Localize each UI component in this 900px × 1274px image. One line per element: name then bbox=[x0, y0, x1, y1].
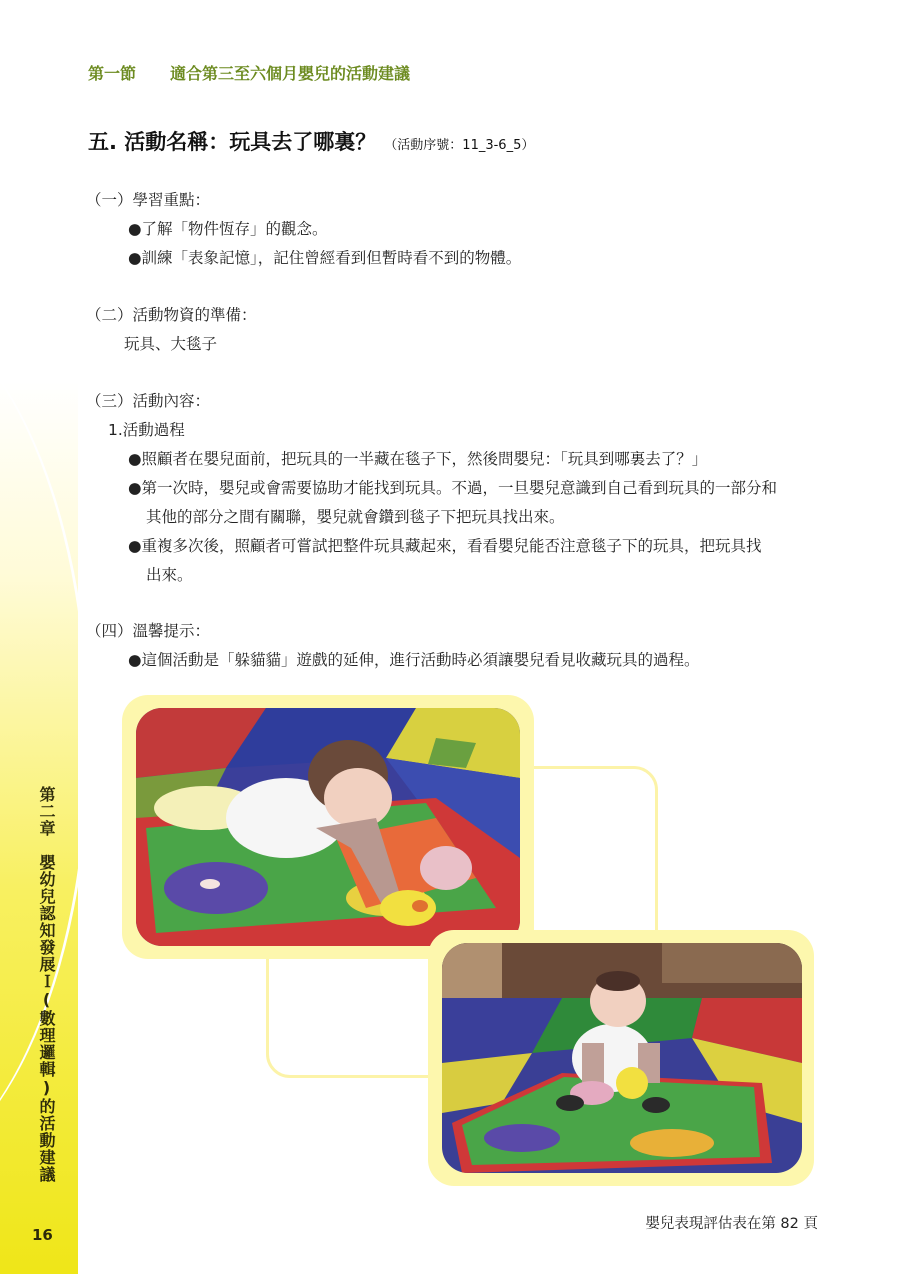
activity-title bbox=[88, 126, 534, 156]
list-item: ●訓練「表象記憶」，記住曾經看到但暫時看不到的物體。 bbox=[128, 249, 522, 267]
list-item: ●第一次時，嬰兒或會需要協助才能找到玩具。不過，一旦嬰兒意識到自己看到玩具的一部分和 其他的部分之間有關聯，嬰兒就會鑽到毯子下把玩具找出來。 bbox=[128, 479, 778, 526]
learning-heading: （一）學習重點： bbox=[86, 191, 211, 209]
tips-section bbox=[86, 617, 700, 675]
chapter-title-vertical: 第二章 嬰幼兒認知發展Ｉ(數理邏輯)的活動建議 bbox=[37, 786, 56, 1183]
list-item: ●照顧者在嬰兒面前，把玩具的一半藏在毯子下，然後問嬰兒：「玩具到哪裏去了？」 bbox=[128, 450, 708, 468]
page-number: 16 bbox=[32, 1226, 53, 1244]
list-item: ●重複多次後，照顧者可嘗試把整件玩具藏起來，看看嬰兒能否注意毯子下的玩具，把玩具找 出來。 bbox=[128, 537, 762, 584]
content-section bbox=[86, 387, 777, 590]
materials-text: 玩具、大毯子 bbox=[124, 335, 218, 353]
section-header bbox=[88, 61, 410, 84]
baby-photo-1 bbox=[136, 708, 520, 946]
learning-section bbox=[86, 186, 521, 273]
assessment-reference: 嬰兒表現評估表在第 82 頁 bbox=[645, 1216, 818, 1232]
materials-section bbox=[86, 301, 257, 359]
list-item: ●這個活動是「躲貓貓」遊戲的延伸，進行活動時必須讓嬰兒看見收藏玩具的過程。 bbox=[128, 651, 700, 669]
activity-name: 五. 活動名稱：玩具去了哪裏？ bbox=[88, 130, 377, 154]
activity-code: （活動序號：11_3-6_5） bbox=[384, 138, 535, 153]
materials-heading: （二）活動物資的準備： bbox=[86, 306, 257, 324]
content-heading: （三）活動內容： bbox=[86, 392, 211, 410]
baby-photo-2 bbox=[442, 943, 802, 1173]
section-title: 適合第三至六個月嬰兒的活動建議 bbox=[170, 64, 411, 83]
baby-sitting-image bbox=[442, 943, 802, 1173]
tips-heading: （四）溫馨提示： bbox=[86, 622, 211, 640]
list-item: ●了解「物件恆存」的觀念。 bbox=[128, 220, 328, 238]
baby-crawling-image bbox=[136, 708, 520, 946]
section-label: 第一節 bbox=[88, 64, 137, 83]
content-subheading: 1.活動過程 bbox=[108, 421, 185, 439]
